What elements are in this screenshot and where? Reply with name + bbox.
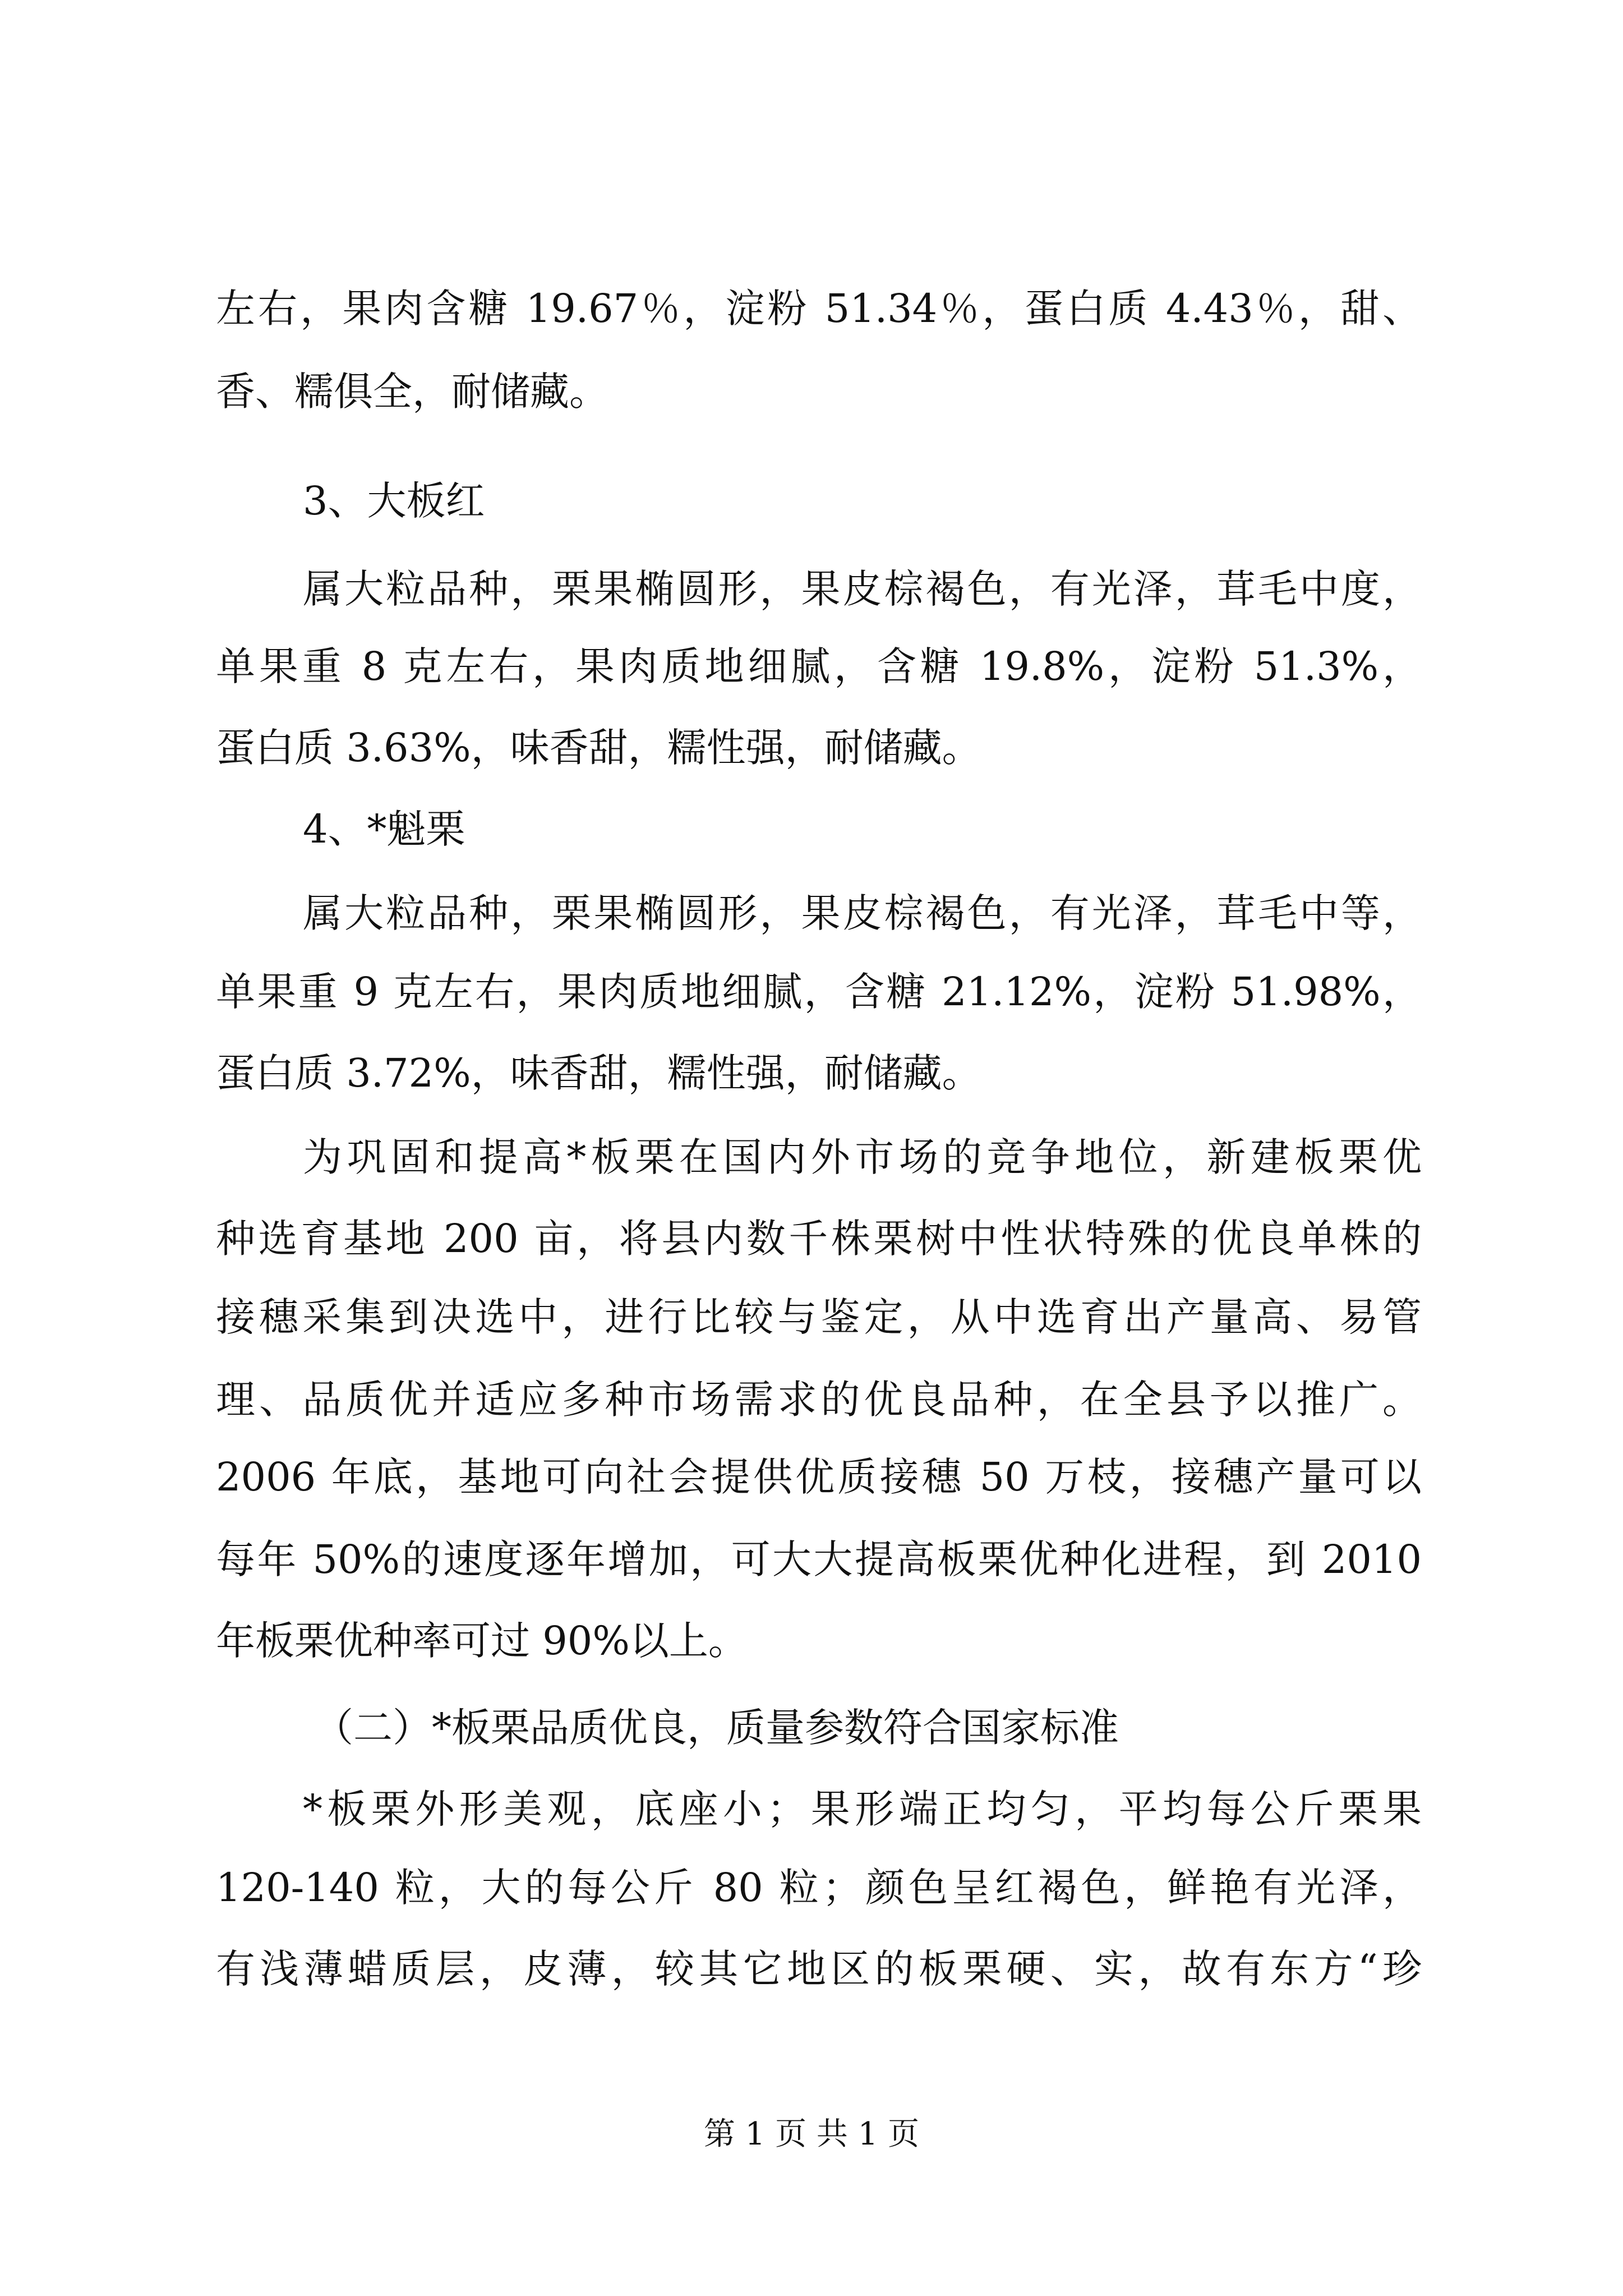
text-line-5: 单果重 8 克左右，果肉质地细腻，含糖 19.8%，淀粉 51.3%， [216,643,1422,689]
text-line-11: 为巩固和提高*板栗在国内外市场的竞争地位，新建板栗优 [303,1134,1422,1180]
text-line-16: 每年 50%的速度逐年增加，可大大提高板栗优种化进程，到 2010 [216,1536,1422,1582]
text-line-14: 理、品质优并适应多种市场需求的优良品种，在全县予以推广。 [216,1377,1422,1423]
text-line-4: 属大粒品种，栗果椭圆形，果皮棕褐色，有光泽，茸毛中度， [303,566,1422,612]
text-line-8: 属大粒品种，栗果椭圆形，果皮棕褐色，有光泽，茸毛中等， [303,890,1422,936]
text-line-20: 120-140 粒，大的每公斤 80 粒；颜色呈红褐色，鲜艳有光泽， [216,1865,1422,1911]
text-line-12: 种选育基地 200 亩，将县内数千株栗树中性状特殊的优良单株的 [216,1216,1422,1262]
text-line-15: 2006 年底，基地可向社会提供优质接穗 50 万枝，接穗产量可以 [216,1454,1422,1500]
text-line-10: 蛋白质 3.72%，味香甜，糯性强，耐储藏。 [216,1050,981,1096]
section-heading-2: （二）*板栗品质优良，质量参数符合国家标准 [314,1705,1119,1751]
text-line-1: 左右，果肉含糖 19.67％，淀粉 51.34％，蛋白质 4.43％，甜、 [216,286,1422,332]
text-line-6: 蛋白质 3.63%，味香甜，糯性强，耐储藏。 [216,725,981,771]
heading-kui-li: 4、*魁栗 [303,806,465,852]
page-footer: 第 1 页 共 1 页 [703,2116,920,2152]
text-line-17: 年板栗优种率可过 90%以上。 [216,1618,748,1664]
text-line-9: 单果重 9 克左右，果肉质地细腻，含糖 21.12%，淀粉 51.98%， [216,969,1422,1015]
text-line-21: 有浅薄蜡质层，皮薄，较其它地区的板栗硬、实，故有东方“珍 [216,1946,1422,1992]
text-line-2: 香、糯俱全，耐储藏。 [216,369,608,415]
heading-da-ban-hong: 3、大板红 [303,478,485,524]
text-line-19: *板栗外形美观，底座小；果形端正均匀，平均每公斤栗果 [303,1786,1422,1832]
text-line-13: 接穗采集到决选中，进行比较与鉴定，从中选育出产量高、易管 [216,1294,1422,1340]
